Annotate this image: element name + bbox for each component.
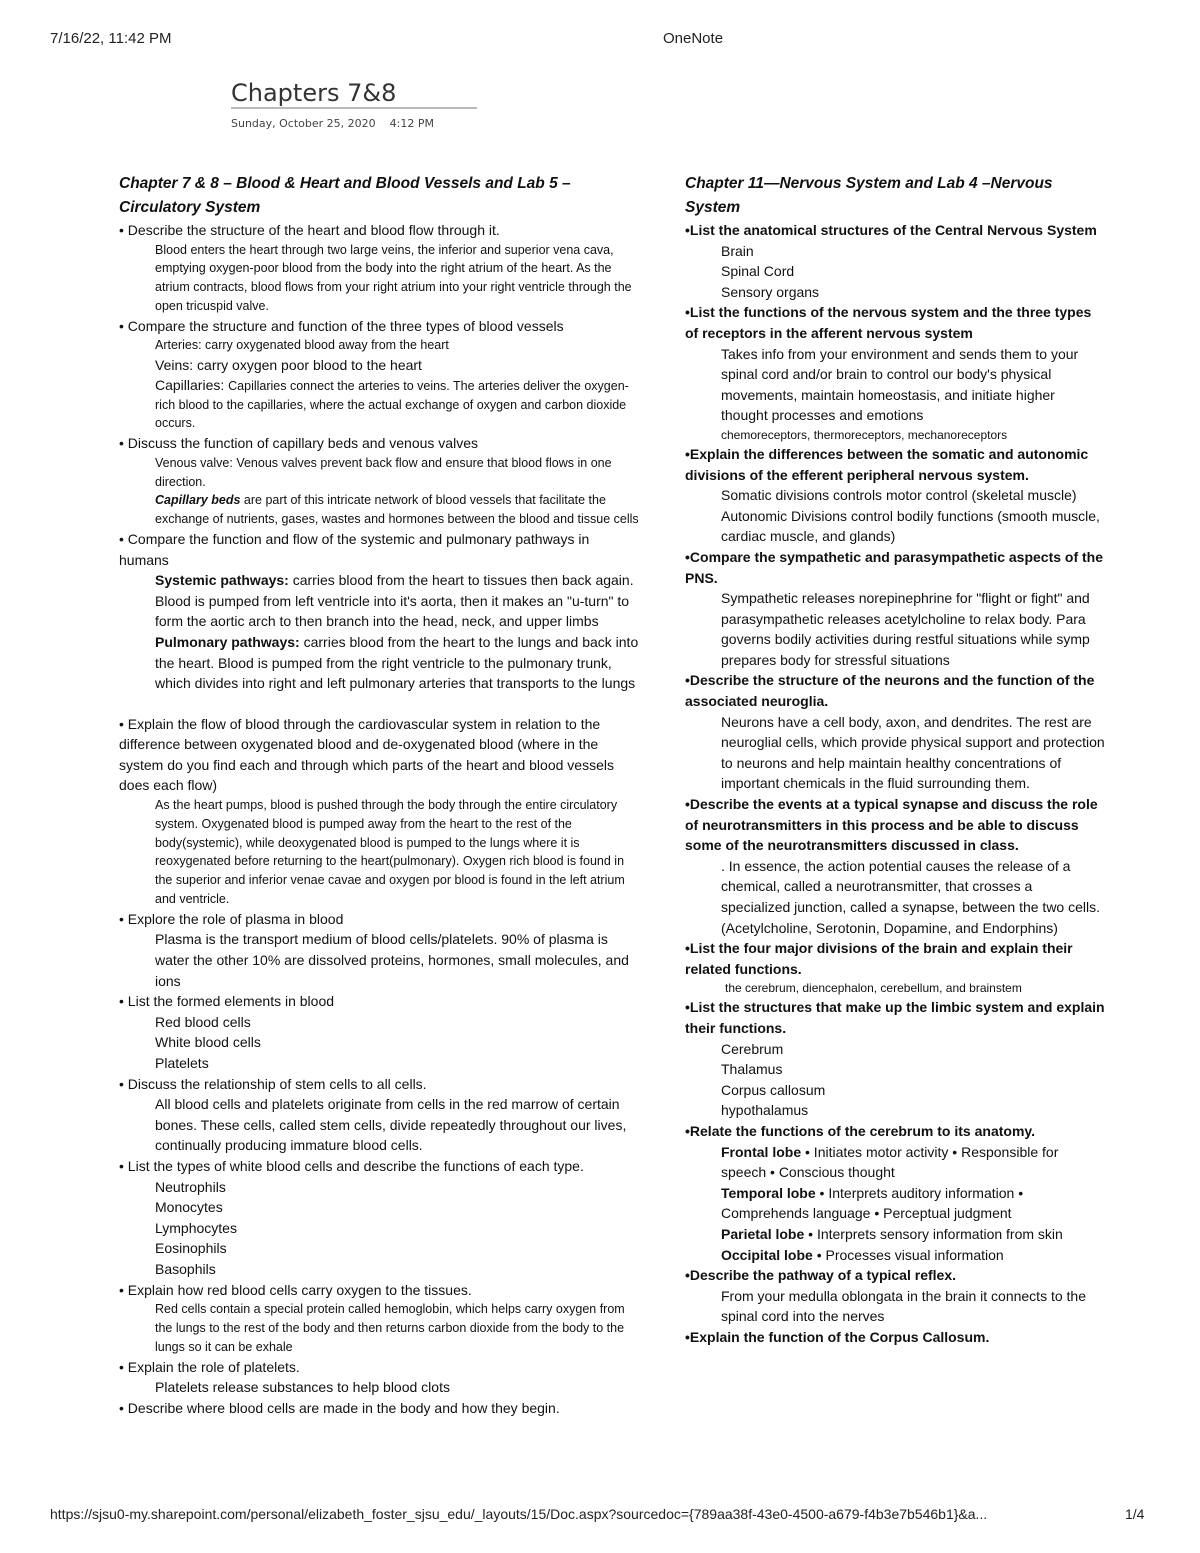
question: • Compare the function and flow of the systemic and pulmonary pathways in humans (119, 530, 590, 568)
list-item: Neutrophils (155, 1178, 226, 1195)
answer: Arteries: carry oxygenated blood away from the heart (155, 338, 449, 353)
answer: Neurons have a cell body, axon, and dendrites. The rest are neuroglial cells, which provide physical support and protection to neurons and help maintain healthy concentrations of important chemicals in the fluid surrounding them. (721, 713, 1105, 792)
answer-label: Pulmonary pathways: (155, 633, 300, 650)
answer: Sympathetic releases norepinephrine for "flight or fight" and parasympathetic releases acetylcholine to relax body. Para governs bodily activities during restful situations while symp prepares body for stressful situations (721, 590, 1090, 668)
page-date: Sunday, October 25, 2020 (231, 117, 376, 130)
answer-text: carries blood from the heart to tissues then back again. Blood is pumped from left ventricle into it's aorta, then it makes an "u-turn" to form the aortic arch to then branch into the head, neck, and upper limbs (155, 572, 634, 630)
footer-url[interactable]: https://sjsu0-my.sharepoint.com/personal/elizabeth_foster_sjsu_edu/_layouts/15/Doc.aspx?sourcedoc={789aa38f-43e0-4500-a679-f4b3e7b546b1}&a... (50, 1506, 988, 1522)
list-item: Sensory organs (721, 283, 820, 300)
question: •Explain the function of the Corpus Callosum. (685, 1328, 990, 1345)
print-app-name: OneNote (663, 30, 724, 47)
answer: Plasma is the transport medium of blood cells/platelets. 90% of plasma is water the other 10% are dissolved proteins, hormones, small molecules, and ions (155, 931, 629, 989)
left-chapter-heading: Chapter 7 & 8 – Blood & Heart and Blood Vessels and Lab 5 – Circulatory System (119, 175, 571, 216)
answer: From your medulla oblongata in the brain it connects to the spinal cord into the nerves (721, 1287, 1086, 1325)
question: • List the formed elements in blood (119, 993, 335, 1010)
answer: Somatic divisions controls motor control (skeletal muscle) (721, 487, 1077, 504)
answer-label: Temporal lobe (721, 1184, 816, 1201)
answer (119, 454, 639, 492)
answer (685, 1142, 1105, 1183)
answer (685, 1224, 1105, 1245)
answer (119, 376, 639, 433)
answer-label: Parietal lobe (721, 1225, 805, 1242)
page-timestamp (231, 117, 434, 130)
page-title: Chapters 7&8 (231, 79, 397, 107)
answer-text: • Initiates motor activity • Responsible for speech • Conscious thought (721, 1143, 1059, 1181)
list-item: Spinal Cord (721, 263, 795, 280)
answer: Red cells contain a special protein called hemoglobin, which helps carry oxygen from the lungs to the rest of the body and then returns carbon dioxide from the body to the lungs so it can be exhale (155, 1302, 625, 1354)
answer (685, 1245, 1105, 1266)
answer (685, 1183, 1105, 1224)
answer: As the heart pumps, blood is pushed through the body through the entire circulatory system. Oxygenated blood is pumped away from the heart to the rest of the body(systemic), while deoxygenated blood is pumped to the lungs where it is reoxygenated before returning to the heart(pulmonary). Oxygen rich blood is found in the superior and inferior venae cavae and oxygen por blood is found in the left atrium and ventricle. (155, 798, 625, 907)
answer (119, 491, 639, 529)
answer: Takes info from your environment and sends them to your spinal cord and/or brain to control our body's physical movements, maintain homeostasis, and initiate higher thought processes and emotions (721, 345, 1079, 424)
list-item: Red blood cells (155, 1013, 251, 1030)
page-number: 1/4 (1125, 1506, 1145, 1522)
question: • Explain the role of platelets. (119, 1358, 300, 1375)
answer: chemoreceptors, thermoreceptors, mechanoreceptors (721, 427, 1008, 442)
question: •Relate the functions of the cerebrum to its anatomy. (685, 1122, 1036, 1139)
answer: . In essence, the action potential causes the release of a chemical, called a neurotransmitter, that crosses a specialized junction, called a synapse, between the two cells. (Acetylcholine, Serotonin, Dopamine, and Endorphins) (721, 857, 1100, 936)
question: • List the types of white blood cells and describe the functions of each type. (119, 1157, 584, 1174)
question: •Explain the differences between the somatic and autonomic divisions of the efferent peripheral nervous system. (685, 445, 1089, 483)
answer (119, 570, 639, 632)
answer (119, 632, 639, 694)
answer-text: are part of this intricate network of blood vessels that facilitate the exchange of nutrients, gases, wastes and hormones between the blood and tissue cells (155, 493, 639, 527)
question: • Compare the structure and function of the three types of blood vessels (119, 317, 564, 334)
question: •Describe the structure of the neurons and the function of the associated neuroglia. (685, 672, 1095, 710)
answer-text: • Interprets sensory information from skin (804, 1225, 1063, 1242)
list-item: Brain (721, 242, 754, 259)
answer: Blood enters the heart through two large veins, the inferior and superior vena cava, emptying oxygen-poor blood from the body into the right atrium of the heart. As the atrium contracts, blood flows from your right atrium into your right ventricle through the open tricuspid valve. (155, 242, 632, 313)
print-datetime: 7/16/22, 11:42 PM (50, 30, 172, 47)
question: • Describe the structure of the heart and blood flow through it. (119, 222, 500, 238)
answer-label: Venous valve: (155, 455, 237, 470)
question: • Discuss the function of capillary beds and venous valves (119, 435, 478, 452)
answer: All blood cells and platelets originate from cells in the red marrow of certain bones. These cells, called stem cells, divide repeatedly throughout our lives, continually producing immature blood cells. (155, 1096, 627, 1154)
answer-text: Capillaries connect the arteries to veins. The arteries deliver the oxygen-rich blood to the capillaries, where the actual exchange of oxygen and carbon dioxide occurs. (155, 378, 629, 431)
question: •Compare the sympathetic and parasympathetic aspects of the PNS. (685, 548, 1104, 586)
list-item: Platelets (155, 1055, 209, 1071)
question: •List the anatomical structures of the Central Nervous System (685, 222, 1097, 238)
list-item: Basophils (155, 1260, 216, 1277)
answer-label: Capillaries: (155, 376, 229, 393)
question: •List the four major divisions of the brain and explain their related functions. (685, 940, 1073, 977)
question: • Describe where blood cells are made in the body and how they begin. (119, 1399, 560, 1416)
answer: the cerebrum, diencephalon, cerebellum, and brainstem (725, 981, 1022, 996)
question: •Describe the events at a typical synapse and discuss the role of neurotransmitters in this process and be able to discuss some of the neurotransmitters discussed in class. (685, 796, 1098, 854)
list-item: Cerebrum (721, 1040, 784, 1057)
list-item: Lymphocytes (155, 1219, 237, 1236)
answer: Platelets release substances to help blood clots (155, 1379, 450, 1396)
question: •List the structures that make up the limbic system and explain their functions. (685, 999, 1105, 1036)
question: •Describe the pathway of a typical reflex. (685, 1267, 956, 1284)
question: •List the functions of the nervous system and the three types of receptors in the afferent nervous system (685, 304, 1092, 341)
question: • Discuss the relationship of stem cells to all cells. (119, 1075, 427, 1092)
question: • Explain how red blood cells carry oxygen to the tissues. (119, 1281, 472, 1298)
answer-label: Frontal lobe (721, 1143, 802, 1160)
answer-text: carries blood from the heart to the lungs and back into the heart. Blood is pumped from the right ventricle to the pulmonary trunk, which divides into right and left pulmonary arteries that transports to the lungs (155, 633, 639, 692)
list-item: hypothalamus (721, 1102, 809, 1119)
right-column (685, 172, 1105, 1347)
answer-label: Systemic pathways: (155, 572, 289, 589)
list-item: Eosinophils (155, 1240, 227, 1257)
answer-text: • Interprets auditory information • Comprehends language • Perceptual judgment (721, 1184, 1024, 1222)
question: • Explain the flow of blood through the cardiovascular system in relation to the difference between oxygenated blood and de-oxygenated blood (where in the system do you find each and through which parts of the heart and blood vessels does each flow) (119, 715, 614, 794)
list-item: Corpus callosum (721, 1081, 826, 1098)
answer: Autonomic Divisions control bodily functions (smooth muscle, cardiac muscle, and glands) (721, 507, 1100, 545)
question: • Explore the role of plasma in blood (119, 910, 344, 927)
page-time: 4:12 PM (389, 117, 434, 130)
answer: Veins: carry oxygen poor blood to the heart (155, 357, 422, 374)
right-chapter-heading: Chapter 11—Nervous System and Lab 4 –Nervous System (685, 175, 1053, 216)
list-item: Monocytes (155, 1199, 223, 1216)
answer-label: Occipital lobe (721, 1246, 813, 1263)
list-item: Thalamus (721, 1061, 783, 1078)
left-column (119, 172, 639, 1418)
list-item: White blood cells (155, 1034, 261, 1051)
answer-text: • Processes visual information (812, 1246, 1004, 1263)
answer-label: Capillary beds (155, 493, 241, 508)
answer-text: Venous valves prevent back flow and ensure that blood flows in one direction. (155, 455, 612, 489)
title-underline (231, 107, 477, 109)
